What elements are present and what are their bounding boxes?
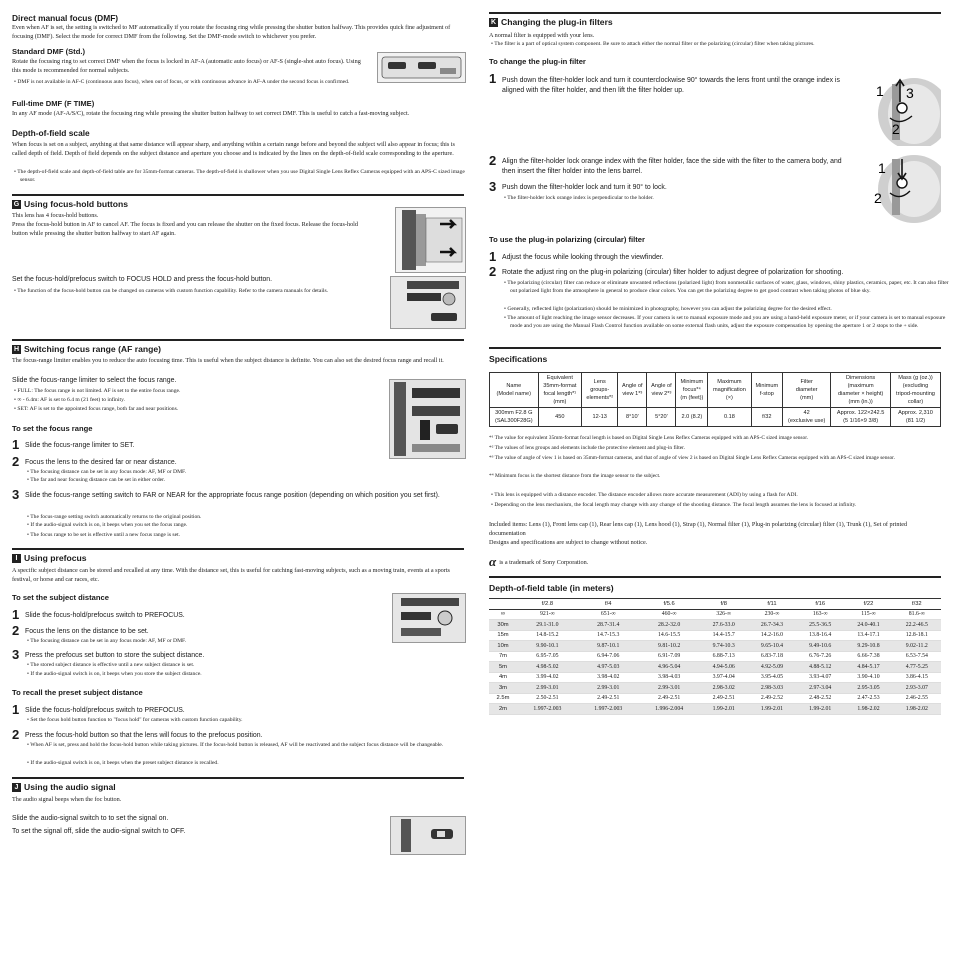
spec-header-row — [490, 373, 941, 408]
dof-value-cell: 1.99-2.01 — [700, 704, 748, 715]
spec-data-cell: Approx. 2,310 (81 1/2) — [890, 408, 940, 427]
dof-value-cell: 14.8-15.2 — [517, 630, 578, 641]
dmf-std-text: Rotate the focusing ring to set correct DMF when the focus is locked in AF-A (automatic auto focus) or AF-S (single-shot auto focus). Using this mode is recommended for normal subjects. — [12, 58, 361, 74]
dof-value-cell: 13.8-16.4 — [796, 630, 844, 641]
dof-table-row — [489, 651, 941, 662]
dof-value-cell: 921-∞ — [517, 609, 578, 620]
spec-header-cell: Minimum f-stop — [751, 373, 783, 408]
dof-value-cell: 1.98-2.02 — [844, 704, 892, 715]
dof-table-row — [489, 620, 941, 631]
h-set-range-heading: To set the focus range — [12, 424, 93, 433]
i-step-2-num: 2 — [12, 623, 20, 638]
dof-value-cell: 2.98-3.03 — [748, 683, 796, 694]
dof-value-cell: 12.8-18.1 — [893, 630, 941, 641]
spec-footnote-4-text: Minimum focus is the shortest distance from the image sensor to the subject. — [494, 473, 661, 479]
dof-header-row — [489, 599, 941, 610]
dof-value-cell: 4.77-5.25 — [893, 662, 941, 673]
dof-table-section — [489, 576, 941, 593]
section-j — [12, 777, 464, 792]
dof-value-cell: 14.7-15.3 — [578, 630, 639, 641]
dof-value-cell: 6.88-7.13 — [700, 651, 748, 662]
dof-value-cell: 1.98-2.02 — [893, 704, 941, 715]
k-pol-1-num: 1 — [489, 249, 497, 264]
dof-header-cell: f/32 — [893, 599, 941, 610]
dof-value-cell: 6.91-7.09 — [639, 651, 700, 662]
h-step-2-b2: • The far and near focusing distance can be set in either order. — [27, 477, 166, 483]
filter-fig2-label-1: 1 — [878, 160, 886, 176]
k-step-3-b1: • The filter-holder lock orange index is perpendicular to the holder. — [504, 195, 654, 201]
dof-value-cell: 4.84-5.17 — [844, 662, 892, 673]
dof-value-cell: 2.48-2.52 — [796, 693, 844, 704]
dmf-heading: Direct manual focus (DMF) — [12, 13, 119, 23]
i-step-2-b1: • The focusing distance can be set in any focus mode: AF, MF or DMF. — [27, 638, 187, 644]
dof-value-cell: 3.86-4.15 — [893, 672, 941, 683]
dof-value-cell: 2.99-3.01 — [639, 683, 700, 694]
dmf-intro: Even when AF is set, the setting is switched to MF automatically if you rotate the focusing ring while pressing the shutter button halfway. This provides quick fine adjustment of focusing (DMF). Select the mode for correct DMF from the following. Set the DMF-mode switch to whichever you prefer. — [12, 24, 451, 40]
dof-distance-cell: 15m — [489, 630, 517, 641]
dof-table — [489, 598, 941, 715]
h-p2: Slide the focus-range limiter to select the focus range. — [12, 377, 177, 384]
spec-data-cell: 0.18 — [708, 408, 751, 427]
i-p1: A specific subject distance can be stored and recalled at any time. With the distance set, this is useful for catching fast-moving subjects, such as a moving train, events at a sports festival, or horse and car races, etc. — [12, 567, 450, 583]
dof-header-cell: f/16 — [796, 599, 844, 610]
dof-value-cell: 27.6-33.0 — [700, 620, 748, 631]
dof-distance-cell: 3m — [489, 683, 517, 694]
dof-value-cell: 6.95-7.05 — [517, 651, 578, 662]
spec-note-1: • This lens is equipped with a distance encoder. The distance encoder allows more accurate measurement (ADI) by using a flash for ADI. — [491, 492, 798, 498]
section-h — [12, 339, 464, 354]
dof-value-cell: 4.88-5.12 — [796, 662, 844, 673]
h-step-2-b1: • The focusing distance can be set in any focus mode: AF, MF or DMF. — [27, 469, 187, 475]
focus-hold-switch-illustration — [390, 276, 466, 329]
spec-footnote-1-text: The value for equivalent 35mm-format focal length is based on Digital Single Lens Reflex Cameras equipped with an APS-C sized image sensor. — [494, 435, 809, 441]
spec-header-cell: Minimum focus*⁴ (m (feet)) — [676, 373, 708, 408]
section-k — [489, 12, 941, 27]
trademark-line — [489, 554, 588, 570]
j-p2: Slide the audio-signal switch to to set the signal on. — [12, 815, 169, 822]
dof-value-cell: 9.02-11.2 — [893, 641, 941, 652]
dof-value-cell: 28.7-31.4 — [578, 620, 639, 631]
h-b2: • ∞ - 6.4m: AF is set to 6.4 m (21 feet) to infinity. — [14, 397, 125, 403]
dof-value-cell: 1.997-2.003 — [578, 704, 639, 715]
focus-hold-illustration — [395, 207, 466, 273]
section-i-title: Using prefocus — [24, 553, 87, 563]
dof-value-cell: 460-∞ — [639, 609, 700, 620]
dof-value-cell: 28.2-32.0 — [639, 620, 700, 631]
spec-included-items: Included items: Lens (1), Front lens cap (1), Rear lens cap (1), Lens hood (1), Strap (1), Normal filter (1), Plug-in polarizing (circular) filter (1), Trunk (1), Set of printed documentation — [489, 521, 908, 537]
i-step-2: Focus the lens on the distance to be set. — [25, 628, 149, 635]
dof-value-cell: 14.4-15.7 — [700, 630, 748, 641]
k-pol-2-num: 2 — [489, 264, 497, 279]
g-p1: This lens has 4 focus-hold buttons. — [12, 212, 99, 219]
dof-value-cell: 9.81-10.2 — [639, 641, 700, 652]
trademark-text: is a trademark of Sony Corporation. — [499, 558, 589, 566]
spec-footnote-2-text: The values of lens groups and elements include the protective element and plug-in filter. — [494, 445, 685, 451]
k-step-2: Align the filter-holder lock orange index with the filter holder, face the side with the filter to the camera body, and then insert the filter holder into the lens barrel. — [502, 158, 842, 175]
section-h-letter: H — [13, 345, 20, 353]
specifications-title: Specifications — [489, 354, 548, 364]
h-step-2-num: 2 — [12, 454, 20, 469]
spec-footnote-3-mark: *³ — [489, 455, 494, 461]
i-recall-1: Slide the focus-hold/prefocus switch to PREFOCUS. — [25, 707, 185, 714]
dof-value-cell: 6.76-7.26 — [796, 651, 844, 662]
h-step-3-b1: • The focus-range setting switch automatically returns to the original position. — [27, 514, 202, 520]
i-recall-2: Press the focus-hold button so that the lens will focus to the prefocus position. — [25, 732, 263, 739]
filter-fig1-label-3: 3 — [906, 85, 914, 101]
spec-data-row — [490, 408, 941, 427]
dof-value-cell: 3.98-4.02 — [578, 672, 639, 683]
dof-value-cell: 6.66-7.38 — [844, 651, 892, 662]
dof-distance-cell: 2.5m — [489, 693, 517, 704]
dof-value-cell: 326-∞ — [700, 609, 748, 620]
dof-distance-cell: 30m — [489, 620, 517, 631]
dof-table-row — [489, 672, 941, 683]
dof-value-cell: 1.99-2.01 — [796, 704, 844, 715]
k-pol-2: Rotate the adjust ring on the plug-in polarizing (circular) filter holder to adjust degree of polarization for shooting. — [502, 269, 844, 276]
dof-value-cell: 3.97-4.04 — [700, 672, 748, 683]
dof-distance-cell: ∞ — [489, 609, 517, 620]
g-note: • The function of the focus-hold button can be changed on cameras with custom function capability. Refer to the camera manuals for details. — [14, 288, 329, 294]
h-b1: • FULL: The focus range is not limited. AF is set to the entire focus range. — [14, 388, 181, 394]
dmf-ftime-text: In any AF mode (AF-A/S/C), rotate the focusing ring while pressing the shutter button halfway to set correct DMF. This is useful to catch a fast-moving subject. — [12, 110, 410, 117]
spec-footnote-2-mark: *² — [489, 445, 494, 451]
k-step-3: Push down the filter-holder lock and turn it 90° to lock. — [502, 184, 667, 191]
spec-data-cell: 2.0 (8.2) — [676, 408, 708, 427]
spec-header-cell: Filter diameter (mm) — [783, 373, 831, 408]
section-j-title: Using the audio signal — [24, 782, 116, 792]
h-step-3-num: 3 — [12, 487, 20, 502]
i-step-3-b2: • If the audio-signal switch is on, it beeps when you store the subject distance. — [27, 671, 202, 677]
dof-table-row — [489, 683, 941, 694]
i-step-1: Slide the focus-hold/prefocus switch to PREFOCUS. — [25, 612, 185, 619]
dof-table-row — [489, 609, 941, 620]
dof-value-cell: 3.95-4.05 — [748, 672, 796, 683]
spec-data-cell: f/32 — [751, 408, 783, 427]
i-recall-2-num: 2 — [12, 727, 20, 742]
k-change-heading: To change the plug-in filter — [489, 57, 586, 66]
spec-header-cell: Maximum magnification (×) — [708, 373, 751, 408]
dof-value-cell: 163-∞ — [796, 609, 844, 620]
section-g-letter: G — [13, 200, 20, 208]
spec-footnote-1-mark: *¹ — [489, 435, 494, 441]
spec-data-cell: 5°20' — [647, 408, 676, 427]
k-step-1: Push down the filter-holder lock and turn it counterclockwise 90° towards the lens front until the orange index is aligned with the filter holder, and then lift the filter holder up. — [502, 77, 840, 94]
spec-header-cell: Name (Model name) — [490, 373, 539, 408]
dof-value-cell: 1.99-2.01 — [748, 704, 796, 715]
dof-value-cell: 25.5-36.5 — [796, 620, 844, 631]
dof-value-cell: 6.94-7.06 — [578, 651, 639, 662]
k-b1: • The filter is a part of optical system component. Be sure to attach either the normal filter or the polarizing (circular) filter when taking pictures. — [491, 41, 815, 47]
dof-value-cell: 115-∞ — [844, 609, 892, 620]
dof-value-cell: 9.65-10.4 — [748, 641, 796, 652]
dof-value-cell: 9.49-10.6 — [796, 641, 844, 652]
h-step-1-num: 1 — [12, 437, 20, 452]
dof-value-cell: 2.95-3.05 — [844, 683, 892, 694]
spec-header-cell: Mass (g (oz.)) (excluding tripod-mounting collar) — [890, 373, 940, 408]
dof-table-title: Depth-of-field table (in meters) — [489, 583, 614, 593]
i-recall-2-b2: • If the audio-signal switch is on, it beeps when the preset subject distance is recalled. — [27, 760, 219, 766]
i-recall-1-b1: • Set the focus hold button function to "focus hold" for cameras with custom function capability. — [27, 717, 243, 723]
h-b3: • SET: AF is set to the appointed focus range, both far and near positions. — [14, 406, 179, 412]
dmf-std-note: • DMF is not available in AF-C (continuous auto focus), when out of focus, or with continuous advance in AF-A under the second focus is confirmed. — [14, 79, 350, 85]
filter-fig1-label-1: 1 — [876, 83, 884, 99]
specifications-section — [489, 347, 941, 364]
dof-value-cell: 3.93-4.07 — [796, 672, 844, 683]
audio-switch-illustration — [390, 816, 466, 855]
dof-table-row — [489, 693, 941, 704]
dof-value-cell: 14.6-15.5 — [639, 630, 700, 641]
spec-data-cell: 300mm F2.8 G (SAL300F28G) — [490, 408, 539, 427]
filter-fig1-label-2: 2 — [892, 121, 900, 137]
h-step-2: Focus the lens to the desired far or near distance. — [25, 459, 177, 466]
dof-value-cell: 29.1-31.0 — [517, 620, 578, 631]
dof-distance-cell: 4m — [489, 672, 517, 683]
i-step-3-b1: • The stored subject distance is effective until a new subject distance is set. — [27, 662, 195, 668]
dof-table-row — [489, 641, 941, 652]
dof-value-cell: 9.74-10.3 — [700, 641, 748, 652]
h-p1: The focus-range limiter enables you to reduce the auto focusing time. This is useful when the subject distance is definite. You can also set the desired focus range and recall it. — [12, 357, 444, 364]
k-step-2-num: 2 — [489, 153, 497, 168]
dof-header-cell — [489, 599, 517, 610]
dof-value-cell: 3.90-4.10 — [844, 672, 892, 683]
dof-table-row — [489, 704, 941, 715]
dof-value-cell: 6.53-7.54 — [893, 651, 941, 662]
i-recall-2-b1: • When AF is set, press and hold the focus-hold button while taking pictures. If the focus-hold button is released, AF will be reactivated and the subject focus distance will be changeable. — [27, 742, 444, 748]
dof-value-cell: 2.49-2.51 — [700, 693, 748, 704]
dof-value-cell: 81.6-∞ — [893, 609, 941, 620]
dof-value-cell: 14.2-16.0 — [748, 630, 796, 641]
focus-range-limiter-illustration — [389, 379, 466, 459]
k-pol-b1: • The polarizing (circular) filter can reduce or eliminate unwanted reflections (polarized light) from nonmetallic surfaces of water, glass, windows, shiny plastics, ceramics, paper, etc. It can also filter out polarized light from the atmosphere in general to produce clear colors. You can get the polarizing degree to get good contrast when taking photos of blue sky. — [504, 280, 949, 294]
dof-value-cell: 9.90-10.1 — [517, 641, 578, 652]
dof-value-cell: 2.49-2.52 — [748, 693, 796, 704]
dof-header-cell: f/2.8 — [517, 599, 578, 610]
dof-value-cell: 2.99-3.01 — [517, 683, 578, 694]
alpha-logo: α — [489, 554, 497, 569]
filter-change-illustration-2 — [854, 153, 941, 223]
dof-value-cell: 13.4-17.1 — [844, 630, 892, 641]
dof-value-cell: 26.7-34.3 — [748, 620, 796, 631]
i-step-1-num: 1 — [12, 607, 20, 622]
spec-header-cell: Equivalent 35mm-format focal length*¹ (mm) — [538, 373, 582, 408]
spec-data-cell: 8°10' — [618, 408, 647, 427]
section-h-title: Switching focus range (AF range) — [24, 344, 162, 354]
dof-value-cell: 2.97-3.04 — [796, 683, 844, 694]
spec-header-cell: Angle of view 1*³ — [618, 373, 647, 408]
dof-value-cell: 4.94-5.06 — [700, 662, 748, 673]
spec-header-cell: Angle of view 2*³ — [647, 373, 676, 408]
dof-header-cell: f/5.6 — [639, 599, 700, 610]
dof-value-cell: 3.99-4.02 — [517, 672, 578, 683]
dmf-switch-illustration — [377, 52, 466, 83]
specifications-table — [489, 372, 941, 427]
section-k-title: Changing the plug-in filters — [501, 17, 613, 27]
dof-value-cell: 22.2-46.5 — [893, 620, 941, 631]
spec-data-cell: 450 — [538, 408, 582, 427]
dof-value-cell: 651-∞ — [578, 609, 639, 620]
dof-value-cell: 1.997-2.003 — [517, 704, 578, 715]
spec-data-cell: 42 (exclusive use) — [783, 408, 831, 427]
spec-data-cell: Approx. 122×242.5 (5 1/16×9 3/8) — [831, 408, 891, 427]
h-step-1: Slide the focus-range limiter to SET. — [25, 442, 135, 449]
dof-scale-heading: Depth-of-field scale — [12, 128, 90, 138]
dof-value-cell: 2.98-3.02 — [700, 683, 748, 694]
h-step-3-b3: • The focus range to be set is effective until a new focus range is set. — [27, 532, 181, 538]
dof-value-cell: 2.46-2.55 — [893, 693, 941, 704]
j-p3: To set the signal off, slide the audio-signal switch to OFF. — [12, 828, 186, 835]
section-g-title: Using focus-hold buttons — [24, 199, 129, 209]
i-step-3-num: 3 — [12, 647, 20, 662]
spec-footnote-1 — [489, 435, 941, 443]
dof-value-cell: 4.98-5.02 — [517, 662, 578, 673]
dof-distance-cell: 5m — [489, 662, 517, 673]
dmf-std-heading: Standard DMF (Std.) — [12, 47, 85, 56]
dof-value-cell: 3.98-4.03 — [639, 672, 700, 683]
j-p1: The audio signal beeps when the foc button. — [12, 796, 122, 803]
section-k-letter: K — [490, 18, 497, 26]
dmf-ftime-heading: Full-time DMF (F TIME) — [12, 99, 95, 108]
dof-value-cell: 24.0-40.1 — [844, 620, 892, 631]
h-step-3: Slide the focus-range setting switch to FAR or NEAR for the appropriate focus range position (depending on which position you set first). — [25, 492, 440, 499]
k-polarizing-heading: To use the plug-in polarizing (circular) filter — [489, 235, 645, 244]
dof-header-cell: f/11 — [748, 599, 796, 610]
k-pol-b3: • The amount of light reaching the image sensor decreases. If your camera is set to manual exposure mode and you are using a hand-held exposure meter, or if your camera is set to manual exposure mode and you are using the Manual Flash Control function available on some external flash units, adjust the exposure compensation by opening the aperture 1 or 2 stops to the + side. — [504, 315, 946, 329]
spec-footnote-3 — [489, 455, 941, 463]
spec-designs-note: Designs and specifications are subject to change without notice. — [489, 539, 648, 546]
k-pol-1: Adjust the focus while looking through the viewfinder. — [502, 254, 664, 261]
dof-header-cell: f/22 — [844, 599, 892, 610]
k-step-1-num: 1 — [489, 71, 497, 86]
i-recall-heading: To recall the preset subject distance — [12, 688, 143, 697]
spec-data-cell: 12-13 — [582, 408, 618, 427]
i-recall-1-num: 1 — [12, 702, 20, 717]
dof-value-cell: 4.97-5.03 — [578, 662, 639, 673]
dof-value-cell: 9.29-10.8 — [844, 641, 892, 652]
dof-value-cell: 2.49-2.51 — [639, 693, 700, 704]
i-step-3: Press the prefocus set button to store the subject distance. — [25, 652, 205, 659]
dof-value-cell: 1.996-2.004 — [639, 704, 700, 715]
dof-value-cell: 9.87-10.1 — [578, 641, 639, 652]
g-p3: Set the focus-hold/prefocus switch to FOCUS HOLD and press the focus-hold button. — [12, 276, 273, 283]
dof-scale-note: • The depth-of-field scale and depth-of-field table are for 35mm-format cameras. The depth-of-field is shallower when you use Digital Single Lens Reflex Cameras equipped with an APS-C sized image sensor. — [14, 169, 465, 183]
dof-header-cell: f/4 — [578, 599, 639, 610]
dof-value-cell: 2.93-3.07 — [893, 683, 941, 694]
dof-distance-cell: 10m — [489, 641, 517, 652]
spec-footnote-4-mark: *⁴ — [489, 473, 494, 479]
dof-value-cell: 4.92-5.09 — [748, 662, 796, 673]
k-pol-b2: • Generally, reflected light (polarization) should be minimized in photography, however you can adjust the polarizing degree for the desired effect. — [504, 306, 832, 312]
dof-value-cell: 2.99-3.01 — [578, 683, 639, 694]
spec-footnote-3-text: The value of angle of view 1 is based on 35mm-format cameras, and that of angle of view 2 is based on Digital Single Lens Reflex Cameras equipped with an APS-C sized image sensor. — [494, 455, 896, 461]
spec-header-cell: Dimensions (maximum diameter × height) (mm (in.)) — [831, 373, 891, 408]
dof-distance-cell: 2m — [489, 704, 517, 715]
filter-fig2-label-2: 2 — [874, 190, 882, 206]
spec-footnote-4 — [489, 473, 941, 481]
filter-change-illustration-1 — [854, 76, 941, 146]
dof-value-cell: 6.83-7.18 — [748, 651, 796, 662]
dof-scale-text: When focus is set on a subject, anything at that same distance will appear sharp, and anything within a certain range before and beyond the subject will also appear in focus; this is called depth of field. Depth of field depends on the subject distance and aperture you choose and is indicated by the lines on the depth-of-field scale corresponding to the aperture. — [12, 141, 455, 157]
k-step-3-num: 3 — [489, 179, 497, 194]
dof-value-cell: 2.47-2.53 — [844, 693, 892, 704]
section-j-letter: J — [12, 783, 21, 792]
spec-footnote-2 — [489, 445, 941, 453]
dof-value-cell: 4.96-5.04 — [639, 662, 700, 673]
spec-header-cell: Lens groups- elements*² — [582, 373, 618, 408]
prefocus-switch-illustration — [392, 593, 466, 643]
spec-note-2: • Depending on the lens mechanism, the focal length may change with any change of the shooting distance. The focal length assumes the lens is focused at infinity. — [491, 502, 857, 508]
h-step-3-b2: • If the audio-signal switch is on, it beeps when you set the focus range. — [27, 522, 188, 528]
dof-value-cell: 230-∞ — [748, 609, 796, 620]
dof-value-cell: 2.49-2.51 — [578, 693, 639, 704]
dof-distance-cell: 7m — [489, 651, 517, 662]
i-set-distance-heading: To set the subject distance — [12, 593, 109, 602]
section-i — [12, 548, 464, 563]
dof-header-cell: f/8 — [700, 599, 748, 610]
dof-value-cell: 2.50-2.51 — [517, 693, 578, 704]
g-p2: Press the focus-hold button in AF to cancel AF. The focus is fixed and you can release the shutter on the fixed focus. Release the focus-hold button while pressing the shutter button halfway to start AF again. — [12, 221, 358, 237]
dof-table-row — [489, 662, 941, 673]
k-p1: A normal filter is equipped with your lens. — [489, 32, 595, 39]
section-i-letter: I — [12, 554, 21, 563]
dof-table-row — [489, 630, 941, 641]
